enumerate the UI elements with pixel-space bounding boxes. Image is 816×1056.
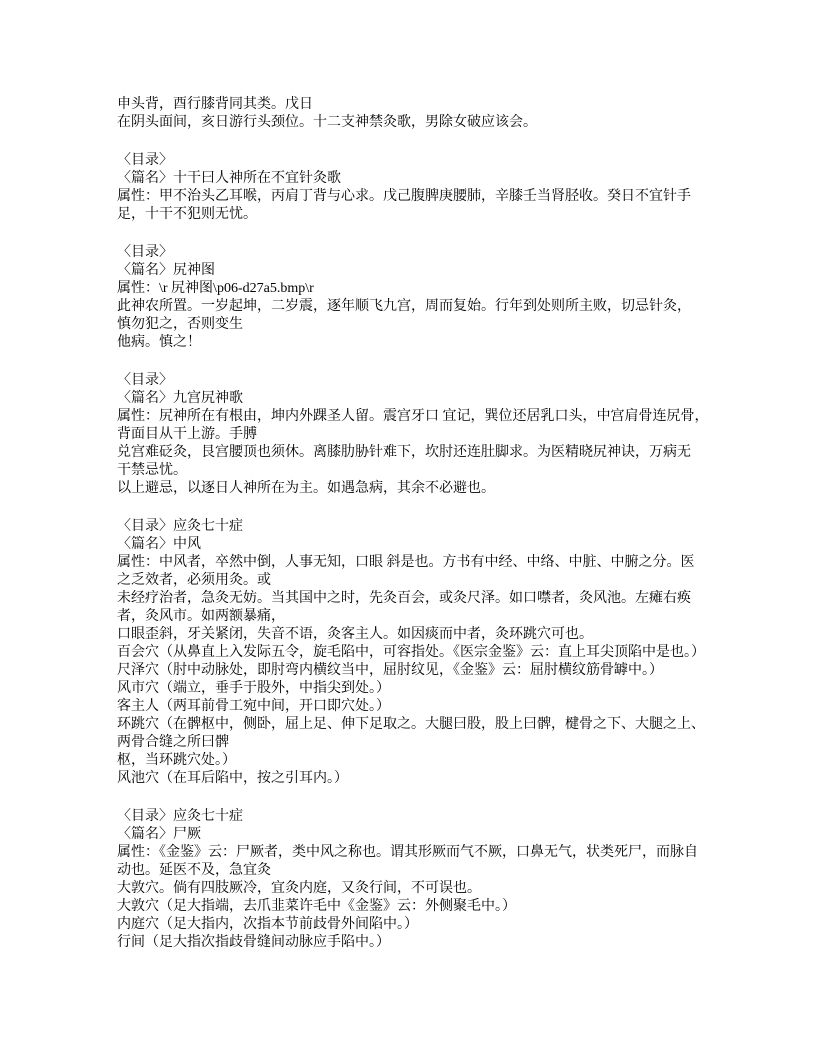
text-line: 属性：尻神所在有根由，坤内外踝圣人留。震宫牙口 宜记，巽位还居乳口头，中宫肩骨连尻骨，	[117, 409, 709, 424]
text-line: 兑宫难砭灸，艮宫腰顶也须休。离膝肋胁针难下，坎肘还连肚脚求。为医精晓尻神诀，万病无	[117, 445, 691, 460]
text-line: 风市穴（端立，垂手于股外，中指尖到处。）	[117, 681, 390, 696]
text-line: 以上避忌，以逐日人神所在为主。如遇急病，其余不必避也。	[117, 481, 495, 496]
document-text-body	[117, 96, 757, 952]
text-line: 〈篇名〉尻神图	[117, 263, 215, 278]
text-line: 客主人（两耳前骨工宛中间，开口即穴处。）	[117, 699, 390, 714]
text-line: 动也。延医不及，急宜灸	[117, 863, 271, 878]
text-line: 内庭穴（足大指内，次指本节前歧骨外间陷中。）	[117, 917, 418, 932]
text-line: 〈目录〉应灸七十症	[117, 519, 243, 534]
text-line: 未经疗治者，急灸无妨。当其国中之时，先灸百会，或灸尺泽。如口噤者，灸风池。左瘫右痪	[117, 591, 691, 606]
text-section	[117, 518, 757, 788]
text-line: 〈目录〉	[117, 153, 173, 168]
text-line: 属性：\r 尻神图\p06-d27a5.bmp\r	[117, 281, 314, 296]
text-line: 〈目录〉应灸七十症	[117, 809, 243, 824]
text-line: 属性：中风者，卒然中倒，人事无知，口眼 斜是也。方书有中经、中络、中脏、中腑之分。医	[117, 555, 695, 570]
text-line: 足，十干不犯则无忧。	[117, 207, 257, 222]
text-line: 〈目录〉	[117, 373, 173, 388]
text-section	[117, 96, 757, 132]
text-line: 干禁忌忧。	[117, 463, 187, 478]
text-line: 属性：甲不治头乙耳喉，丙肩丁背与心求。戊己腹脾庚腰肺，辛膝壬当肾胫收。癸日不宜针手	[117, 189, 691, 204]
text-line: 枢，当环跳穴处。）	[117, 753, 236, 768]
text-line: 属性：《金鉴》云：尸厥者，类中风之称也。谓其形厥而气不厥，口鼻无气，状类死尸，而脉自	[117, 845, 698, 860]
text-line: 大敦穴（足大指端，去爪韭菜许毛中《金鉴》云：外侧聚毛中。）	[117, 899, 516, 914]
text-line: 慎勿犯之，否则变生	[117, 317, 243, 332]
text-line: 〈目录〉	[117, 245, 173, 260]
text-line: 口眼歪斜，牙关紧闭，失音不语，灸客主人。如因痰而中者，灸环跳穴可也。	[117, 627, 593, 642]
text-line: 尺泽穴（肘中动脉处，即肘弯内横纹当中，屈肘纹见，《金鉴》云：屈肘横纹筋骨罅中。）	[117, 663, 663, 678]
text-line: 行间（足大指次指歧骨缝间动脉应手陷中。）	[117, 935, 390, 950]
text-line: 者，灸风市。如两额暴痛，	[117, 609, 285, 624]
text-line: 两骨合缝之所曰髀	[117, 735, 229, 750]
text-line: 风池穴（在耳后陷中，按之引耳内。）	[117, 771, 348, 786]
text-line: 之乏效者，必须用灸。或	[117, 573, 271, 588]
text-line: 〈篇名〉中风	[117, 537, 201, 552]
text-line: 背面目从干上游。手膊	[117, 427, 257, 442]
text-line: 〈篇名〉尸厥	[117, 827, 201, 842]
text-section	[117, 152, 757, 224]
text-line: 他病。慎之！	[117, 335, 201, 350]
text-section	[117, 372, 757, 498]
text-line: 申头背，酉行膝背同其类。戊日	[117, 97, 313, 112]
text-line: 〈篇名〉十干曰人神所在不宜针灸歌	[117, 171, 341, 186]
text-section	[117, 244, 757, 352]
text-line: 〈篇名〉九宫尻神歌	[117, 391, 243, 406]
text-line: 大敦穴。倘有四肢厥冷，宜灸内庭，又灸行间，不可误也。	[117, 881, 481, 896]
text-line: 此神农所置。一岁起坤，二岁震，逐年顺飞九宫，周而复始。行年到处则所主败，切忌针灸，	[117, 299, 691, 314]
text-line: 在阴头面间，亥日游行头颈位。十二支神禁灸歌，男除女破应该会。	[117, 115, 537, 130]
text-line: 百会穴（从鼻直上入发际五令，旋毛陷中，可容指处。《医宗金鉴》云：直上耳尖顶陷中是也。）	[117, 645, 705, 660]
text-line: 环跳穴（在髀枢中，侧卧，屈上足、伸下足取之。大腿曰股，股上曰髀，楗骨之下、大腿之上、	[117, 717, 705, 732]
text-section	[117, 808, 757, 952]
